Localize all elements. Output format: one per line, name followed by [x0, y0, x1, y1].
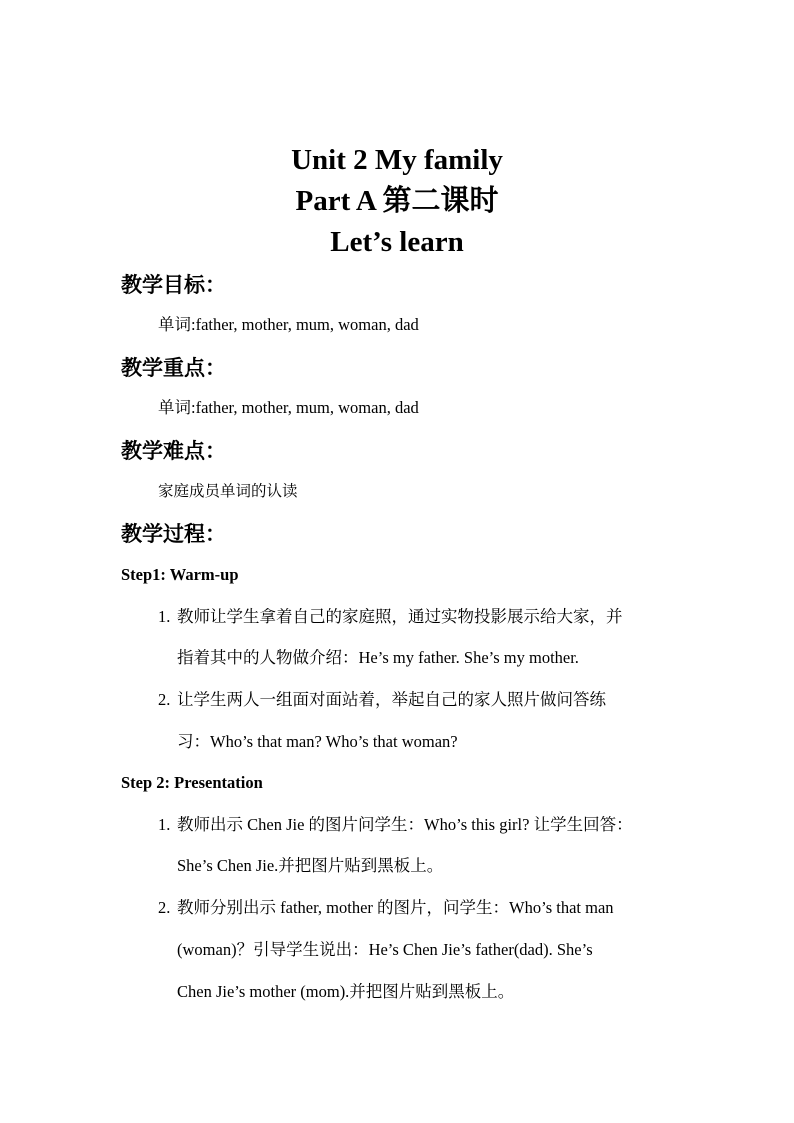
key-points-content: 单词:father, mother, mum, woman, dad [158, 398, 419, 417]
step1-item1-number: 1. [158, 607, 171, 626]
step2-item2-line3: Chen Jie’s mother (mom).并把图片贴到黑板上。 [177, 982, 515, 1001]
step2-item2-line2: (woman)？引导学生说出：He’s Chen Jie’s father(dad). She’s [177, 940, 593, 959]
step1-item1-line1: 教师让学生拿着自己的家庭照，通过实物投影展示给大家，并 [177, 607, 623, 626]
step1-item2-line1: 让学生两人一组面对面站着，举起自己的家人照片做问答练 [177, 690, 606, 709]
process-heading: 教学过程： [121, 522, 226, 546]
step2-title: Step 2: Presentation [121, 773, 263, 792]
objectives-content: 单词:father, mother, mum, woman, dad [158, 315, 419, 334]
step1-item2-number: 2. [158, 690, 171, 709]
objectives-heading: 教学目标： [121, 273, 226, 297]
step1-item2-line2: 习：Who’s that man? Who’s that woman? [177, 732, 458, 751]
step2-item1-number: 1. [158, 815, 171, 834]
key-points-heading: 教学重点： [121, 356, 226, 380]
title-part: Part A 第二课时 [295, 185, 499, 217]
step2-item2-line1: 教师分别出示 father, mother 的图片，问学生：Who’s that man [177, 898, 614, 917]
difficulties-heading: 教学难点： [121, 439, 226, 463]
step2-item1-line1: 教师出示 Chen Jie 的图片问学生：Who’s this girl? 让学生回答： [177, 815, 633, 834]
step1-item1-line2: 指着其中的人物做介绍：He’s my father. She’s my mother. [177, 648, 579, 667]
step2-item2-number: 2. [158, 898, 171, 917]
step2-item1-line2: She’s Chen Jie.并把图片贴到黑板上。 [177, 856, 444, 875]
title-unit: Unit 2 My family [291, 144, 503, 176]
step1-title: Step1: Warm-up [121, 565, 239, 584]
title-lesson: Let’s learn [330, 226, 464, 258]
difficulties-content: 家庭成员单词的认读 [158, 482, 298, 500]
